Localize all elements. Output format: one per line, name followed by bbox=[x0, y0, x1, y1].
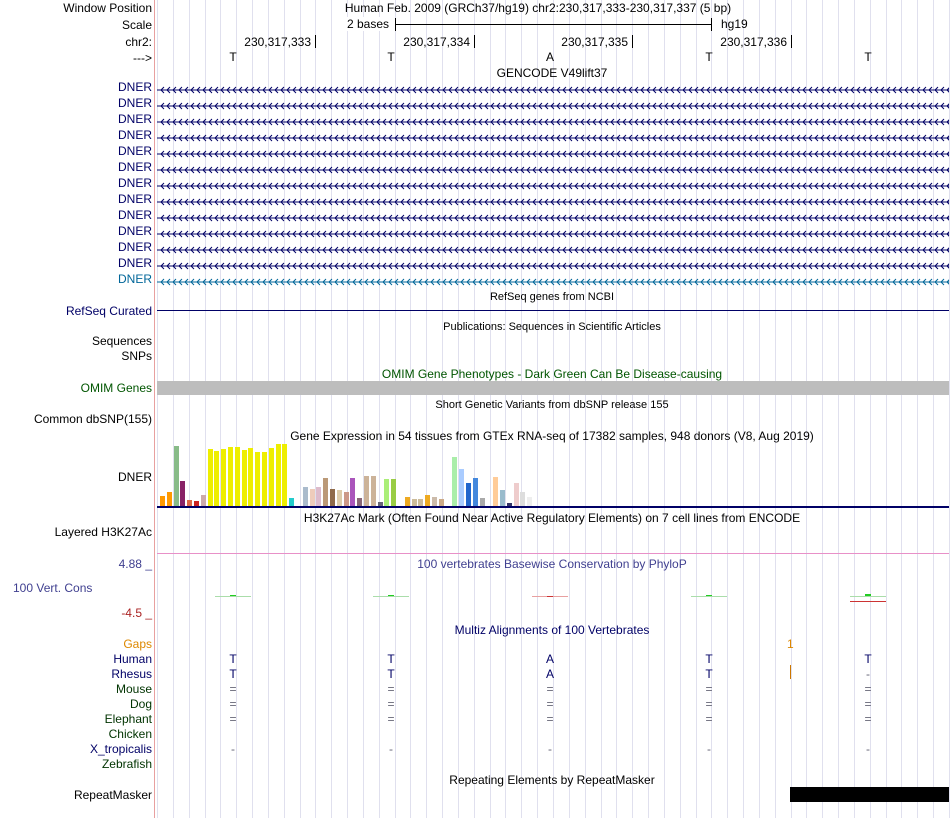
phylop-score-mark[interactable] bbox=[547, 596, 553, 597]
refseq-gene-line[interactable] bbox=[157, 310, 949, 311]
gtex-bar[interactable] bbox=[344, 492, 349, 506]
omim-feature[interactable] bbox=[157, 381, 949, 395]
multiz-base: = bbox=[864, 682, 872, 696]
gtex-bar[interactable] bbox=[357, 498, 362, 506]
multiz-base: = bbox=[705, 682, 713, 696]
phylop-base-line bbox=[215, 596, 251, 597]
gtex-bar[interactable] bbox=[412, 499, 417, 506]
gtex-bar-chart[interactable] bbox=[157, 444, 949, 506]
refseq-title: RefSeq genes from NCBI bbox=[489, 291, 615, 303]
multiz-base: = bbox=[546, 697, 554, 711]
left-divider bbox=[154, 0, 155, 818]
gap-tick bbox=[790, 665, 791, 679]
ruler-position: 230,317,333 bbox=[244, 35, 311, 49]
multiz-title: Multiz Alignments of 100 Vertebrates bbox=[454, 623, 650, 637]
gtex-bar[interactable] bbox=[337, 490, 342, 506]
gtex-bar[interactable] bbox=[167, 492, 172, 506]
h3k27ac-title: H3K27Ac Mark (Often Found Near Active Regulatory Elements) on 7 cell lines from ENCODE bbox=[303, 511, 801, 525]
multiz-base: T bbox=[229, 667, 237, 681]
scale-tick-left bbox=[395, 18, 396, 31]
gtex-bar[interactable] bbox=[221, 449, 226, 506]
gtex-bar[interactable] bbox=[514, 483, 519, 506]
gtex-baseline bbox=[157, 506, 949, 508]
multiz-base: = bbox=[229, 682, 237, 696]
omim-label[interactable]: OMIM Genes bbox=[80, 381, 152, 395]
multiz-species-label[interactable]: Elephant bbox=[104, 712, 152, 726]
gencode-gene-label[interactable]: DNER bbox=[117, 96, 152, 110]
sequence-base: T bbox=[864, 50, 872, 64]
multiz-base: T bbox=[864, 652, 872, 666]
multiz-base: = bbox=[705, 712, 713, 726]
gencode-gene-label[interactable]: DNER bbox=[117, 224, 152, 238]
ruler-tick bbox=[474, 35, 475, 48]
gencode-gene-label[interactable]: DNER bbox=[117, 144, 152, 158]
gencode-gene-label[interactable]: DNER bbox=[117, 176, 152, 190]
gtex-bar[interactable] bbox=[480, 498, 485, 506]
gtex-bar[interactable] bbox=[201, 495, 206, 506]
multiz-base: - bbox=[866, 742, 870, 756]
gencode-gene-label[interactable]: DNER bbox=[117, 160, 152, 174]
scale-bar bbox=[395, 24, 711, 25]
chr-label: chr2: bbox=[125, 35, 152, 49]
gtex-bar[interactable] bbox=[248, 448, 253, 506]
phylop-score-mark[interactable] bbox=[706, 595, 712, 596]
gtex-bar[interactable] bbox=[316, 487, 321, 506]
gtex-bar[interactable] bbox=[439, 499, 444, 506]
gencode-gene-feature[interactable] bbox=[157, 115, 949, 123]
gtex-bar[interactable] bbox=[208, 449, 213, 506]
multiz-base: = bbox=[387, 682, 395, 696]
gencode-gene-feature[interactable] bbox=[157, 179, 949, 187]
multiz-base: T bbox=[229, 652, 237, 666]
gtex-bar[interactable] bbox=[466, 483, 471, 506]
gtex-bar[interactable] bbox=[432, 497, 437, 506]
gtex-bar[interactable] bbox=[303, 487, 308, 506]
multiz-base: - bbox=[389, 742, 393, 756]
multiz-base: = bbox=[705, 697, 713, 711]
multiz-base: T bbox=[387, 652, 395, 666]
gtex-bar[interactable] bbox=[459, 469, 464, 506]
gencode-gene-feature[interactable] bbox=[157, 275, 949, 283]
repeatmasker-feature[interactable] bbox=[790, 787, 949, 802]
multiz-species-label[interactable]: Human bbox=[113, 652, 152, 666]
phylop-max-label: 4.88 _ bbox=[118, 557, 152, 571]
gencode-gene-feature[interactable] bbox=[157, 259, 949, 267]
gtex-label[interactable]: DNER bbox=[117, 470, 152, 484]
strand-label: ---> bbox=[133, 51, 152, 65]
gtex-bar[interactable] bbox=[180, 481, 185, 506]
multiz-base: T bbox=[705, 652, 713, 666]
multiz-base: T bbox=[387, 667, 395, 681]
multiz-species-label[interactable]: X_tropicalis bbox=[89, 742, 152, 756]
publications-label[interactable]: Sequences bbox=[91, 334, 152, 348]
gtex-bar[interactable] bbox=[500, 490, 505, 506]
repeatmasker-title: Repeating Elements by RepeatMasker bbox=[449, 773, 655, 787]
gtex-bar[interactable] bbox=[323, 478, 328, 506]
phylop-base-line bbox=[691, 596, 727, 597]
gtex-bar[interactable] bbox=[214, 451, 219, 506]
gtex-bar[interactable] bbox=[405, 497, 410, 506]
multiz-species-label[interactable]: Chicken bbox=[108, 727, 152, 741]
publications-title: Publications: Sequences in Scientific Articles bbox=[443, 321, 661, 333]
gtex-bar[interactable] bbox=[493, 477, 498, 506]
multiz-base: A bbox=[545, 652, 554, 666]
ruler-position: 230,317,336 bbox=[720, 35, 787, 49]
gencode-gene-label[interactable]: DNER bbox=[117, 240, 152, 254]
multiz-base: - bbox=[866, 667, 870, 681]
gencode-gene-feature[interactable] bbox=[157, 83, 949, 91]
phylop-title: 100 vertebrates Basewise Conservation by PhyloP bbox=[417, 557, 687, 571]
gtex-bar[interactable] bbox=[364, 476, 369, 506]
gencode-gene-feature[interactable] bbox=[157, 227, 949, 235]
gencode-gene-label[interactable]: DNER bbox=[117, 112, 152, 126]
dbsnp-label[interactable]: Common dbSNP(155) bbox=[33, 412, 152, 426]
ruler-tick bbox=[632, 35, 633, 48]
gencode-gene-label[interactable]: DNER bbox=[117, 208, 152, 222]
window-position-label: Window Position bbox=[63, 1, 152, 15]
refseq-label[interactable]: RefSeq Curated bbox=[65, 304, 152, 318]
multiz-base: T bbox=[705, 667, 713, 681]
gtex-bar[interactable] bbox=[235, 447, 240, 506]
gencode-gene-label[interactable]: DNER bbox=[117, 272, 152, 286]
dbsnp-title: Short Genetic Variants from dbSNP release 155 bbox=[435, 399, 669, 411]
gtex-bar[interactable] bbox=[350, 478, 355, 506]
gencode-gene-feature[interactable] bbox=[157, 211, 949, 219]
phylop-score-mark[interactable] bbox=[865, 594, 871, 596]
ruler-position: 230,317,334 bbox=[403, 35, 470, 49]
gtex-bar[interactable] bbox=[425, 495, 430, 506]
phylop-score-mark[interactable] bbox=[230, 595, 236, 596]
multiz-species-label[interactable]: Rhesus bbox=[111, 667, 152, 681]
sequence-base: T bbox=[387, 50, 395, 64]
ruler-tick bbox=[315, 35, 316, 48]
gencode-gene-label[interactable]: DNER bbox=[117, 128, 152, 142]
gtex-bar[interactable] bbox=[160, 496, 165, 506]
gaps-label: Gaps bbox=[123, 637, 152, 651]
gtex-bar[interactable] bbox=[310, 489, 315, 506]
gtex-bar[interactable] bbox=[527, 497, 532, 506]
phylop-negative-line bbox=[850, 601, 886, 602]
gtex-bar[interactable] bbox=[520, 492, 525, 506]
multiz-base: = bbox=[387, 712, 395, 726]
ruler-tick bbox=[791, 35, 792, 48]
h3k27ac-label[interactable]: Layered H3K27Ac bbox=[54, 525, 152, 539]
snps-label[interactable]: SNPs bbox=[121, 349, 152, 363]
phylop-base-line bbox=[373, 596, 409, 597]
gencode-gene-feature[interactable] bbox=[157, 131, 949, 139]
gtex-bar[interactable] bbox=[228, 447, 233, 506]
gtex-bar[interactable] bbox=[330, 489, 335, 506]
gtex-bar[interactable] bbox=[242, 450, 247, 506]
multiz-species-label[interactable]: Mouse bbox=[115, 682, 152, 696]
multiz-base: = bbox=[546, 682, 554, 696]
gtex-title: Gene Expression in 54 tissues from GTEx RNA-seq of 17382 samples, 948 donors (V8, Aug 2019) bbox=[290, 429, 814, 443]
multiz-base: = bbox=[229, 712, 237, 726]
gencode-title: GENCODE V49lift37 bbox=[496, 66, 608, 80]
gap-marker: 1 bbox=[787, 637, 794, 651]
gtex-bar[interactable] bbox=[269, 448, 274, 506]
gtex-bar[interactable] bbox=[255, 452, 260, 506]
assembly-label: hg19 bbox=[721, 17, 748, 31]
gtex-bar[interactable] bbox=[262, 452, 267, 506]
gencode-gene-feature[interactable] bbox=[157, 147, 949, 155]
gtex-bar[interactable] bbox=[282, 444, 287, 506]
gtex-bar[interactable] bbox=[174, 446, 179, 506]
multiz-base: A bbox=[545, 667, 554, 681]
gtex-bar[interactable] bbox=[452, 457, 457, 506]
gtex-bar[interactable] bbox=[384, 479, 389, 506]
gtex-bar[interactable] bbox=[391, 479, 396, 506]
multiz-base: - bbox=[548, 742, 552, 756]
gtex-bar[interactable] bbox=[418, 499, 423, 506]
sequence-base: T bbox=[229, 50, 237, 64]
gtex-bar[interactable] bbox=[289, 498, 294, 506]
multiz-base: = bbox=[546, 712, 554, 726]
repeatmasker-label[interactable]: RepeatMasker bbox=[73, 788, 152, 802]
gencode-gene-feature[interactable] bbox=[157, 243, 949, 251]
gencode-gene-label[interactable]: DNER bbox=[117, 80, 152, 94]
omim-title: OMIM Gene Phenotypes - Dark Green Can Be Disease-causing bbox=[381, 367, 723, 381]
scale-value: 2 bases bbox=[347, 17, 390, 31]
scale-label: Scale bbox=[121, 18, 152, 32]
phylop-min-label: -4.5 _ bbox=[121, 606, 152, 620]
sequence-base: A bbox=[545, 50, 554, 64]
multiz-base: = bbox=[229, 697, 237, 711]
multiz-base: = bbox=[864, 697, 872, 711]
multiz-species-label[interactable]: Zebrafish bbox=[101, 757, 152, 771]
gencode-gene-label[interactable]: DNER bbox=[117, 256, 152, 270]
multiz-species-label[interactable]: Dog bbox=[129, 697, 152, 711]
sequence-base: T bbox=[705, 50, 713, 64]
phylop-label[interactable]: 100 Vert. Cons bbox=[13, 581, 93, 595]
gencode-gene-label[interactable]: DNER bbox=[117, 192, 152, 206]
multiz-base: = bbox=[387, 697, 395, 711]
phylop-score-mark[interactable] bbox=[388, 595, 394, 596]
gencode-gene-feature[interactable] bbox=[157, 163, 949, 171]
multiz-base: - bbox=[231, 742, 235, 756]
gencode-gene-feature[interactable] bbox=[157, 99, 949, 107]
multiz-base: = bbox=[864, 712, 872, 726]
multiz-base: - bbox=[707, 742, 711, 756]
h3k27ac-line bbox=[157, 553, 949, 554]
gtex-bar[interactable] bbox=[276, 444, 281, 506]
gtex-bar[interactable] bbox=[473, 478, 478, 506]
ruler-position: 230,317,335 bbox=[561, 35, 628, 49]
scale-tick-right bbox=[711, 18, 712, 31]
gencode-gene-feature[interactable] bbox=[157, 195, 949, 203]
gtex-bar[interactable] bbox=[371, 476, 376, 506]
window-position-value: Human Feb. 2009 (GRCh37/hg19) chr2:230,317,333-230,317,337 (5 bp) bbox=[344, 1, 732, 15]
phylop-base-line bbox=[850, 596, 886, 597]
